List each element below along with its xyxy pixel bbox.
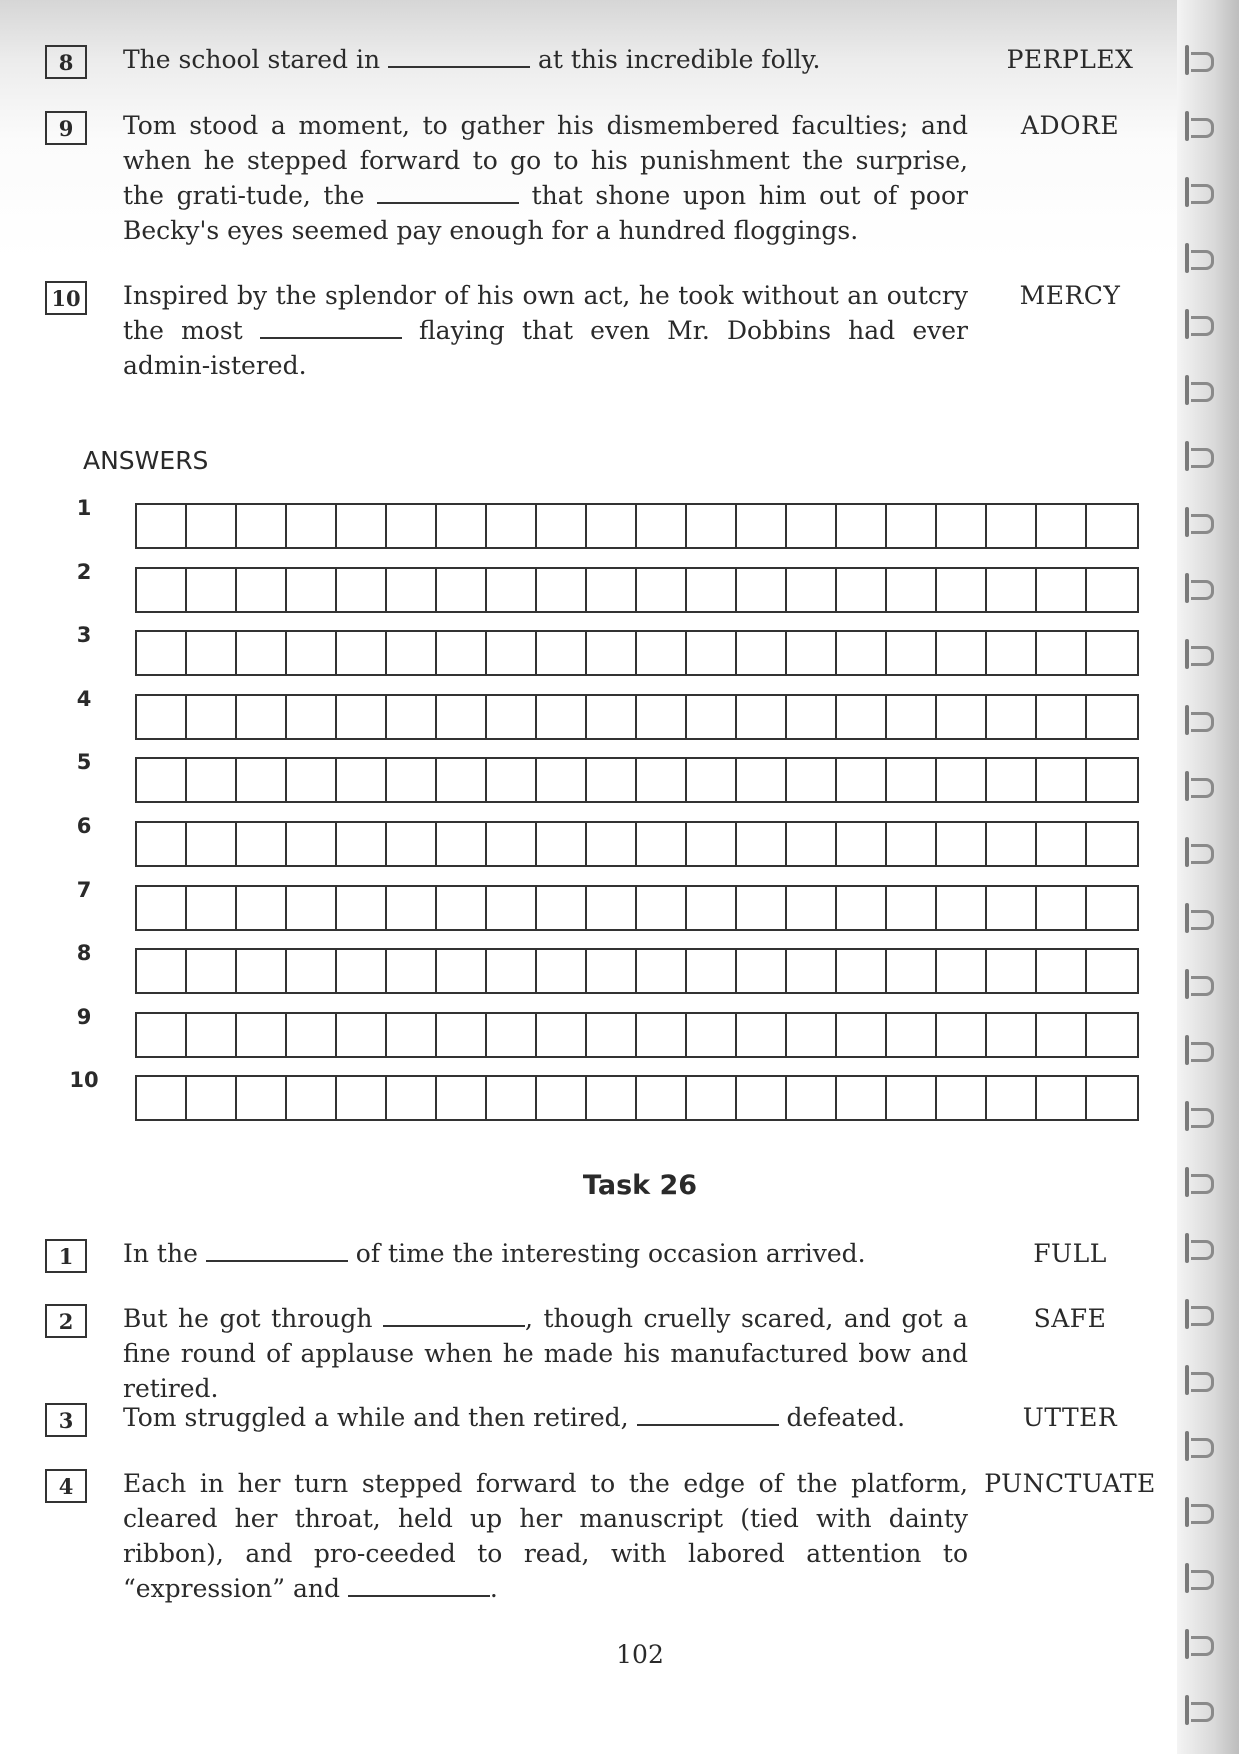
answer-cell[interactable] [287,632,337,674]
answer-cell[interactable] [737,505,787,547]
answer-cells [135,757,1139,803]
binding-ring-icon [1185,1431,1219,1461]
answers-heading: ANSWERS [83,446,209,475]
answer-cell[interactable] [1087,950,1137,992]
answer-cell[interactable] [737,823,787,865]
answer-cell[interactable] [437,569,487,611]
answer-cell[interactable] [937,950,987,992]
answer-cell[interactable] [637,950,687,992]
binding-ring-icon [1185,1167,1219,1197]
answer-cell[interactable] [787,569,837,611]
answer-cell[interactable] [537,505,587,547]
answer-cell[interactable] [887,823,937,865]
answer-cell[interactable] [337,950,387,992]
answer-cell[interactable] [837,505,887,547]
answer-cell[interactable] [987,632,1037,674]
answer-cell[interactable] [937,696,987,738]
answer-cell[interactable] [537,887,587,929]
answer-cell[interactable] [487,1077,537,1119]
answer-cell[interactable] [387,696,437,738]
answer-row-number: 1 [76,496,92,520]
answer-cell[interactable] [187,1014,237,1056]
answer-row-number: 8 [76,941,92,965]
answer-cell[interactable] [337,823,387,865]
answer-cell[interactable] [437,823,487,865]
answer-cell[interactable] [387,887,437,929]
item-sentence: Inspired by the splendor of his own act, he took without an outcry the most flaying that even Mr. Dobbins had ever admin-istered. [123,281,968,380]
answer-cell[interactable] [837,950,887,992]
answer-cell[interactable] [1037,1014,1087,1056]
answer-cell[interactable] [737,1014,787,1056]
answer-cells [135,821,1139,867]
answer-cell[interactable] [1037,823,1087,865]
answer-cell[interactable] [937,823,987,865]
binding-ring-icon [1185,1233,1219,1263]
answer-cell[interactable] [237,887,287,929]
answer-cell[interactable] [1087,759,1137,801]
item-number: 1 [45,1239,87,1273]
answer-cells [135,1012,1139,1058]
spiral-binding [1177,0,1239,1754]
answer-cell[interactable] [737,759,787,801]
answer-cell[interactable] [137,569,187,611]
item-number: 4 [45,1469,87,1503]
answer-cell[interactable] [787,887,837,929]
answer-cells [135,694,1139,740]
answer-cell[interactable] [487,632,537,674]
answer-cell[interactable] [337,696,387,738]
answer-cell[interactable] [437,887,487,929]
answer-cell[interactable] [487,505,537,547]
answer-cell[interactable] [1087,1014,1137,1056]
answer-cell[interactable] [737,632,787,674]
answer-cell[interactable] [187,1077,237,1119]
keyword: FULL [1033,1239,1107,1268]
answer-cell[interactable] [737,1077,787,1119]
answer-cell[interactable] [387,569,437,611]
answer-cells [135,1075,1139,1121]
answer-cell[interactable] [187,696,237,738]
binding-ring-icon [1185,639,1219,669]
answer-blank [348,1573,490,1597]
answer-cell[interactable] [787,505,837,547]
answer-cell[interactable] [237,1014,287,1056]
answer-cell[interactable] [237,823,287,865]
answer-cell[interactable] [137,887,187,929]
answer-cell[interactable] [837,632,887,674]
answer-cell[interactable] [587,759,637,801]
binding-ring-icon [1185,45,1219,75]
answer-cell[interactable] [937,887,987,929]
answer-cell[interactable] [937,632,987,674]
answer-cell[interactable] [137,1014,187,1056]
answer-cell[interactable] [887,569,937,611]
answer-cell[interactable] [437,505,487,547]
answer-cell[interactable] [237,505,287,547]
answer-cell[interactable] [237,759,287,801]
answer-cell[interactable] [1037,696,1087,738]
answer-cell[interactable] [387,1014,437,1056]
answer-cell[interactable] [537,569,587,611]
item-number: 9 [45,111,87,145]
answer-cell[interactable] [837,759,887,801]
answer-cell[interactable] [487,887,537,929]
answer-cell[interactable] [1087,823,1137,865]
answer-cell[interactable] [537,632,587,674]
answer-cell[interactable] [987,696,1037,738]
answer-cell[interactable] [1037,950,1087,992]
answer-cell[interactable] [587,887,637,929]
answer-cell[interactable] [437,950,487,992]
answer-cell[interactable] [587,1077,637,1119]
binding-ring-icon [1185,771,1219,801]
answer-cell[interactable] [637,1077,687,1119]
answer-cell[interactable] [987,505,1037,547]
binding-ring-icon [1185,111,1219,141]
binding-ring-icon [1185,441,1219,471]
keyword: UTTER [1022,1403,1118,1432]
answer-cell[interactable] [537,1014,587,1056]
answer-cell[interactable] [537,823,587,865]
keyword: MERCY [1019,281,1121,310]
item-sentence: In the of time the interesting occasion arrived. [123,1239,866,1268]
answer-cell[interactable] [1037,1077,1087,1119]
answer-cell[interactable] [537,696,587,738]
answer-cell[interactable] [187,759,237,801]
answer-cell[interactable] [687,569,737,611]
answer-cell[interactable] [637,1014,687,1056]
answer-cell[interactable] [287,505,337,547]
answer-cell[interactable] [387,632,437,674]
answer-cell[interactable] [337,1077,387,1119]
answer-cell[interactable] [187,887,237,929]
answer-row-number: 7 [76,878,92,902]
answer-cell[interactable] [737,569,787,611]
binding-ring-icon [1185,507,1219,537]
answer-cell[interactable] [137,823,187,865]
answer-cell[interactable] [487,950,537,992]
answer-cell[interactable] [187,950,237,992]
answer-cell[interactable] [387,950,437,992]
item-number: 2 [45,1304,87,1338]
answer-cell[interactable] [1037,569,1087,611]
answer-cell[interactable] [137,759,187,801]
answer-cells [135,948,1139,994]
answer-cell[interactable] [687,1077,737,1119]
answer-cell[interactable] [737,887,787,929]
answer-cell[interactable] [687,950,737,992]
answer-cell[interactable] [387,1077,437,1119]
answer-cell[interactable] [187,569,237,611]
answer-cell[interactable] [1087,505,1137,547]
answer-cell[interactable] [837,1077,887,1119]
binding-ring-icon [1185,705,1219,735]
answer-row-number: 5 [76,750,92,774]
binding-ring-icon [1185,1497,1219,1527]
answer-cell[interactable] [687,1014,737,1056]
answer-cell[interactable] [637,505,687,547]
answer-cell[interactable] [987,950,1037,992]
binding-ring-icon [1185,177,1219,207]
answer-blank [377,180,519,204]
answer-cell[interactable] [587,569,637,611]
answer-cell[interactable] [887,696,937,738]
answer-cell[interactable] [887,1077,937,1119]
answer-cell[interactable] [837,569,887,611]
answer-cell[interactable] [437,1014,487,1056]
answer-cell[interactable] [987,759,1037,801]
answer-cell[interactable] [837,696,887,738]
answer-cell[interactable] [937,569,987,611]
answer-cell[interactable] [337,505,387,547]
item-sentence: Tom stood a moment, to gather his dismembered faculties; and when he stepped forward to go to his punishment the surprise, the grati-tude, the that shone upon him out of poor Becky's eyes seemed pay enough for a hundred floggings. [123,111,968,245]
binding-ring-icon [1185,1299,1219,1329]
answer-row-number: 3 [76,623,92,647]
answer-cell[interactable] [687,887,737,929]
answer-cell[interactable] [587,696,637,738]
answer-cell[interactable] [1037,887,1087,929]
answer-cell[interactable] [287,759,337,801]
binding-ring-icon [1185,1629,1219,1659]
answer-cell[interactable] [637,887,687,929]
keyword: PERPLEX [1006,45,1134,74]
answer-cell[interactable] [487,696,537,738]
answer-cell[interactable] [387,823,437,865]
answer-row-number: 6 [76,814,92,838]
answer-blank [260,315,402,339]
answer-row-number: 4 [76,687,92,711]
answer-cell[interactable] [537,759,587,801]
answer-cell[interactable] [137,505,187,547]
keyword: SAFE [1033,1304,1107,1333]
answer-cell[interactable] [987,569,1037,611]
binding-ring-icon [1185,243,1219,273]
answer-cell[interactable] [687,696,737,738]
answer-cell[interactable] [237,569,287,611]
answer-cell[interactable] [437,696,487,738]
answer-cell[interactable] [937,1014,987,1056]
answer-cell[interactable] [237,696,287,738]
answer-cell[interactable] [887,950,937,992]
binding-ring-icon [1185,903,1219,933]
answer-cell[interactable] [787,823,837,865]
answer-cell[interactable] [837,1014,887,1056]
answer-cell[interactable] [887,632,937,674]
answer-cell[interactable] [887,887,937,929]
answer-cell[interactable] [737,696,787,738]
answer-cell[interactable] [937,759,987,801]
answer-cell[interactable] [237,632,287,674]
answer-row-number: 9 [76,1005,92,1029]
keyword: PUNCTUATE [984,1469,1156,1498]
answer-blank [383,1303,525,1327]
answer-cell[interactable] [237,950,287,992]
item-sentence: Tom struggled a while and then retired, defeated. [123,1403,906,1432]
task-title: Task 26 [582,1170,698,1201]
binding-ring-icon [1185,309,1219,339]
binding-ring-icon [1185,837,1219,867]
answer-cell[interactable] [987,823,1037,865]
answer-cell[interactable] [487,1014,537,1056]
answer-cell[interactable] [487,823,537,865]
answer-cell[interactable] [137,950,187,992]
answer-row-number: 10 [69,1068,99,1092]
answer-cell[interactable] [587,1014,637,1056]
answer-cell[interactable] [337,632,387,674]
answer-cell[interactable] [437,1077,487,1119]
binding-ring-icon [1185,1101,1219,1131]
answer-cell[interactable] [437,632,487,674]
answer-cell[interactable] [587,505,637,547]
answer-blank [637,1402,779,1426]
answer-cell[interactable] [937,505,987,547]
answer-blank [206,1238,348,1262]
answer-cell[interactable] [1087,887,1137,929]
answer-cell[interactable] [287,887,337,929]
answer-cell[interactable] [787,1014,837,1056]
answer-cell[interactable] [187,505,237,547]
answer-cell[interactable] [787,696,837,738]
answer-cell[interactable] [787,1077,837,1119]
answer-cells [135,630,1139,676]
answer-cell[interactable] [1087,569,1137,611]
answer-cell[interactable] [137,632,187,674]
answer-cell[interactable] [287,569,337,611]
item-number: 8 [45,45,87,79]
answer-cell[interactable] [637,569,687,611]
answer-cell[interactable] [1087,696,1137,738]
answer-cell[interactable] [487,569,537,611]
answer-cell[interactable] [137,696,187,738]
answer-cell[interactable] [687,632,737,674]
answer-cells [135,503,1139,549]
answer-cell[interactable] [687,823,737,865]
binding-ring-icon [1185,1365,1219,1395]
page-number: 102 [616,1640,664,1669]
answer-cell[interactable] [887,505,937,547]
answer-cell[interactable] [637,823,687,865]
answer-cell[interactable] [1037,632,1087,674]
answer-cell[interactable] [587,823,637,865]
answer-cell[interactable] [187,823,237,865]
answer-cell[interactable] [187,632,237,674]
answer-cell[interactable] [537,1077,587,1119]
answer-cell[interactable] [237,1077,287,1119]
answer-cell[interactable] [687,505,737,547]
answer-cell[interactable] [837,823,887,865]
answer-cell[interactable] [787,950,837,992]
answer-cell[interactable] [987,1014,1037,1056]
answer-cell[interactable] [487,759,537,801]
answer-cell[interactable] [587,632,637,674]
binding-ring-icon [1185,573,1219,603]
binding-ring-icon [1185,1695,1219,1725]
answer-cell[interactable] [537,950,587,992]
answer-blank [388,44,530,68]
answer-cell[interactable] [587,950,637,992]
answer-cell[interactable] [987,1077,1037,1119]
item-sentence: Each in her turn stepped forward to the edge of the platform, cleared her throat, held up her manuscript (tied with dainty ribbon), and pro-ceeded to read, with labored attention to “expression” and . [123,1469,968,1603]
answer-cell[interactable] [687,759,737,801]
answer-cell[interactable] [887,1014,937,1056]
answer-cell[interactable] [387,759,437,801]
answer-cell[interactable] [1037,505,1087,547]
answer-cell[interactable] [1037,759,1087,801]
item-number: 10 [45,281,87,315]
answer-cell[interactable] [137,1077,187,1119]
binding-ring-icon [1185,969,1219,999]
answer-cell[interactable] [787,759,837,801]
keyword: ADORE [1020,111,1120,140]
answer-cell[interactable] [287,950,337,992]
answer-cell[interactable] [1087,1077,1137,1119]
answer-cell[interactable] [337,759,387,801]
answer-cell[interactable] [287,696,337,738]
answer-cell[interactable] [637,696,687,738]
answer-cells [135,885,1139,931]
answer-cell[interactable] [337,569,387,611]
answer-cell[interactable] [287,1077,337,1119]
item-sentence: The school stared in at this incredible folly. [123,45,821,74]
answer-cell[interactable] [437,759,487,801]
answer-cell[interactable] [337,1014,387,1056]
answer-cell[interactable] [637,759,687,801]
answer-cells [135,567,1139,613]
answer-cell[interactable] [637,632,687,674]
binding-ring-icon [1185,1035,1219,1065]
answer-cell[interactable] [887,759,937,801]
answer-cell[interactable] [787,632,837,674]
binding-ring-icon [1185,375,1219,405]
answer-cell[interactable] [987,887,1037,929]
item-number: 3 [45,1403,87,1437]
binding-ring-icon [1185,1563,1219,1593]
answer-cell[interactable] [1087,632,1137,674]
answer-cell[interactable] [837,887,887,929]
answer-cell[interactable] [387,505,437,547]
answer-cell[interactable] [337,887,387,929]
answer-cell[interactable] [737,950,787,992]
answer-row-number: 2 [76,560,92,584]
item-sentence: But he got through , though cruelly scared, and got a fine round of applause when he made his manufactured bow and retired. [123,1304,968,1403]
answer-cell[interactable] [287,823,337,865]
answer-cell[interactable] [287,1014,337,1056]
answer-cell[interactable] [937,1077,987,1119]
